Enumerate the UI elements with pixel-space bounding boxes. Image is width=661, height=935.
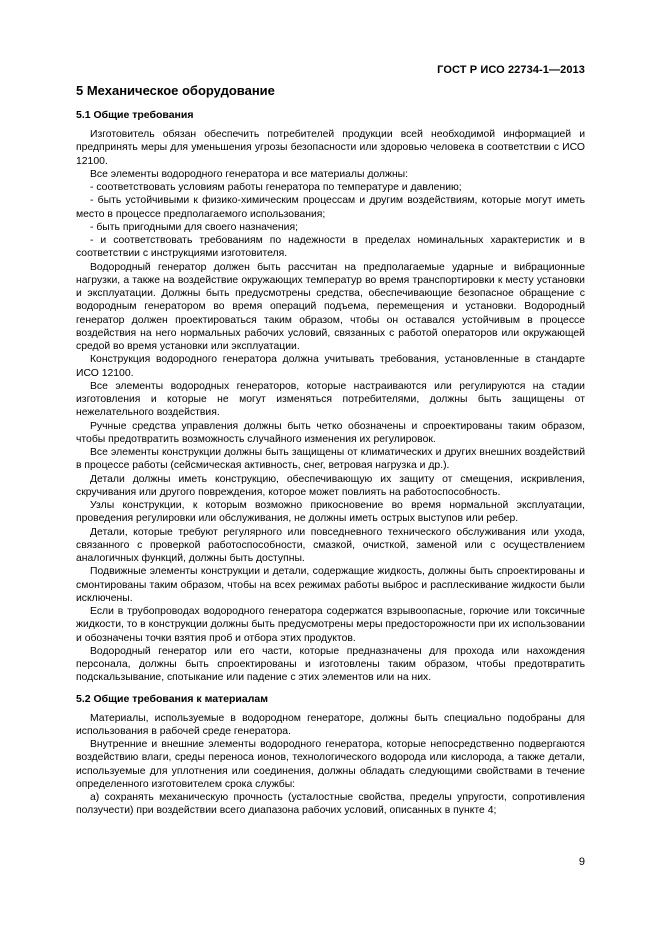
list-item: а) сохранять механическую прочность (усталостные свойства, пределы упругости, сопротивления ползучести) при воздействии всего диапазона рабочих условий, описанных в пункте 4; — [76, 792, 585, 817]
list-item: - быть устойчивыми к физико-химическим процессам и другим воздействиям, которые могут иметь место в процессе предполагаемого использования; — [76, 195, 585, 220]
paragraph: Водородный генератор должен быть рассчитан на предполагаемые ударные и вибрационные нагрузки, а также на воздействие окружающих температур во время транспортировки к месту установки и эксплуатации. Должны быть предусмотрены средства, обеспечивающие безопасное обращение с водородным генератором во время операций подъема, перемещения и установки. Водородный генератор должен проектироваться таким образом, чтобы он оставался устойчивым в процессе воздействия на него нормальных рабочих условий, связанных с работой операторов или окружающей средой во время установки или эксплуатации. — [76, 261, 585, 352]
paragraph: Детали, которые требуют регулярного или повседневного технического обслуживания или ухода, связанного с проверкой работоспособности, смазкой, очисткой, заменой или с осуществлением аналогичных функций, должны быть доступны. — [76, 526, 585, 564]
paragraph: Изготовитель обязан обеспечить потребителей продукции всей необходимой информацией и предпринять меры для уменьшения угрозы безопасности или здоровью человека в соответствии с ИСО 12100. — [76, 129, 585, 167]
paragraph: Ручные средства управления должны быть четко обозначены и спроектированы таким образом, чтобы предотвратить возможность случайного изменения их регулировок. — [76, 420, 585, 445]
paragraph: Все элементы водородного генератора и все материалы должны: — [90, 168, 409, 180]
paragraph: Конструкция водородного генератора должна учитывать требования, установленные в стандарте ИСО 12100. — [76, 354, 585, 379]
paragraph: Все элементы водородных генераторов, которые настраиваются или регулируются на стадии изготовления и которые не могут изменяться потребителями, должны быть защищены от нежелательного воздействия. — [76, 380, 585, 419]
list-item: - соответствовать условиям работы генератора по температуре и давлению; — [90, 182, 462, 193]
subsection-title-general-requirements: 5.1 Общие требования — [76, 109, 194, 121]
subsection-body-general-requirements — [76, 128, 585, 685]
paragraph: Водородный генератор или его части, которые предназначены для прохода или нахождения персонала, должны быть спроектированы и изготовлены таким образом, чтобы предотвратить подскальзывание, спотыкание или падение с этих элементов или на них. — [76, 645, 585, 684]
page-number: 9 — [578, 856, 585, 868]
paragraph: Подвижные элементы конструкции и детали, содержащие жидкость, должны быть спроектированы и смонтированы таким образом, чтобы на всех режимах работы выброс и расплескивание жидкости были исключены. — [76, 566, 585, 604]
list-item: - и соответствовать требованиям по надежности в пределах номинальных характеристик и в соответствии с инструкциями изготовителя. — [76, 235, 585, 260]
document-code-header: ГОСТ Р ИСО 22734-1—2013 — [437, 64, 585, 76]
paragraph: Все элементы конструкции должны быть защищены от климатических и других внешних воздействий в процессе работы (сейсмическая активность, снег, ветровая нагрузка и др.). — [76, 447, 585, 472]
paragraph: Узлы конструкции, к которым возможно прикосновение во время нормальной эксплуатации, проведения регулировки или обслуживания, не должны иметь острых выступов или ребер. — [76, 500, 585, 525]
paragraph: Внутренние и внешние элементы водородного генератора, которые непосредственно подвергаются воздействию влаги, среды переноса ионов, технологического водорода или кислорода, а также детали, используемые для уплотнения или соединения, должны обладать следующими свойствами в течение определенного изготовителем срока службы: — [76, 739, 585, 790]
subsection-body-material-requirements — [76, 712, 585, 818]
list-item: - быть пригодными для своего назначения; — [90, 221, 298, 233]
subsection-title-material-requirements: 5.2 Общие требования к материалам — [76, 692, 268, 705]
paragraph: Детали должны иметь конструкцию, обеспечивающую их защиту от смещения, искривления, скручивания или другого повреждения, которое может повлиять на работоспособность. — [76, 473, 585, 498]
section-title: 5 Механическое оборудование — [76, 83, 275, 98]
paragraph: Материалы, используемые в водородном генераторе, должны быть специально подобраны для использования в рабочей среде генератора. — [76, 712, 585, 737]
paragraph: Если в трубопроводах водородного генератора содержатся взрывоопасные, горючие или токсичные жидкости, то в конструкции должны быть предусмотрены меры предосторожности при их использовании и обозначены точки взятия проб и отбора этих продуктов. — [76, 606, 585, 644]
page-content — [76, 83, 585, 818]
